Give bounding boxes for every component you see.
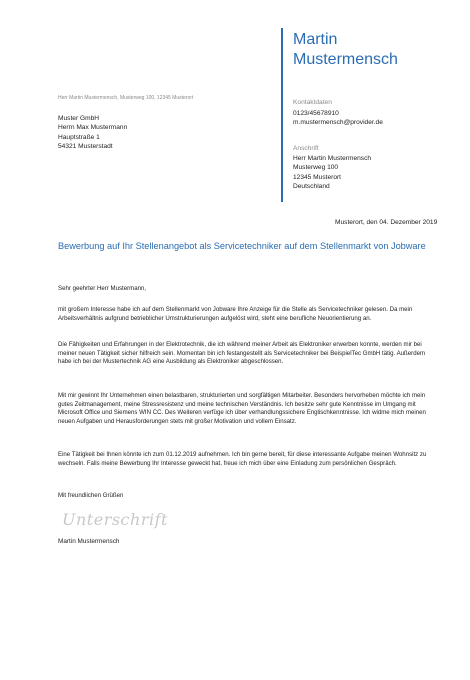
- contact-phone: 0123/45678910: [293, 110, 339, 117]
- contact-section: [293, 99, 383, 128]
- signature-placeholder: Unterschrift: [62, 510, 168, 529]
- body-paragraph: Eine Tätigkeit bei Ihnen könnte ich zum 01.12.2019 aufnehmen. Ich bin gerne bereit, für diese interessante Aufgabe meinen Wohnsitz zu wechseln. Falls meine Bewerbung Ihr Interesse geweckt hat, freue ich mich über eine Einladung zum persönlichen Gespräch.: [58, 451, 427, 467]
- signer-name: Martin Mustermensch: [58, 538, 120, 545]
- salutation: Sehr geehrter Herr Mustermann,: [58, 285, 147, 292]
- address-line: Herr Martin Mustermensch: [293, 155, 372, 162]
- body-paragraph: Die Fähigkeiten und Erfahrungen in der Elektrotechnik, die ich während meiner Arbeit als Elektroniker erwerben konnte, werden mir bei meiner neuen Tätigkeit sicher hilfreich sein. Momentan bin ich festangestellt als Servicetechniker bei BeispielTec GmbH tätig. Außerdem habe ich bei der Mustertechnik AG eine Ausbildung als Elektroniker abgeschlossen.: [58, 341, 426, 366]
- body-paragraph: Mit mir gewinnt Ihr Unternehmen einen belastbaren, strukturierten und sorgfältigen Mitarbeiter. Besonders hervorheben möchte ich mein gutes Zeitmanagement, meine Stressresistenz und meine technischen Verständnis. Ich besitze sehr gute Kenntnisse im Umgang mit Microsoft Office und Siemens WIN CC. Des Weiteren verfüge ich über verhandlungssichere Englischkenntnisse. Ich widme mich meinen neuen Aufgaben und Herausforderungen stets mit großer Motivation und vollem Einsatz.: [58, 392, 426, 426]
- recipient-address: [58, 114, 127, 151]
- letter-date: Musterort, den 04. Dezember 2019: [335, 219, 438, 226]
- address-section: [293, 145, 371, 191]
- contact-label: Kontaktdaten: [293, 99, 332, 106]
- address-label: Anschrift: [293, 145, 319, 152]
- body-paragraph: mit großem Interesse habe ich auf dem Stellenmarkt von Jobware Ihre Anzeige für die Stelle als Servicetechniker gelesen. Da mein Arbeitsverhältnis aufgrund betrieblicher Umstrukturierungen aufgelöst wird, steht eine berufliche Neuorientierung an.: [58, 306, 413, 322]
- address-line: Deutschland: [293, 182, 330, 190]
- recipient-line: Hauptstraße 1: [58, 133, 100, 141]
- applicant-first-name: Martin: [293, 31, 338, 48]
- recipient-line: Muster GmbH: [58, 115, 100, 122]
- applicant-name: [293, 30, 398, 70]
- address-line: 12345 Musterort: [293, 173, 342, 181]
- contact-email: m.mustermensch@provider.de: [293, 119, 383, 127]
- closing: Mit freundlichen Grüßen: [58, 492, 124, 499]
- recipient-line: Herrn Max Mustermann: [58, 124, 128, 132]
- recipient-line: 54321 Musterstadt: [58, 142, 113, 150]
- applicant-last-name: Mustermensch: [293, 51, 398, 68]
- address-line: Musterweg 100: [293, 164, 339, 172]
- accent-divider: [281, 28, 283, 202]
- letter-subject: Bewerbung auf Ihr Stellenangebot als Servicetechniker auf dem Stellenmarkt von Jobware: [58, 241, 426, 251]
- sender-address-line: Herr Martin Mustermensch, Musterweg 100, 12345 Musterort: [58, 95, 194, 101]
